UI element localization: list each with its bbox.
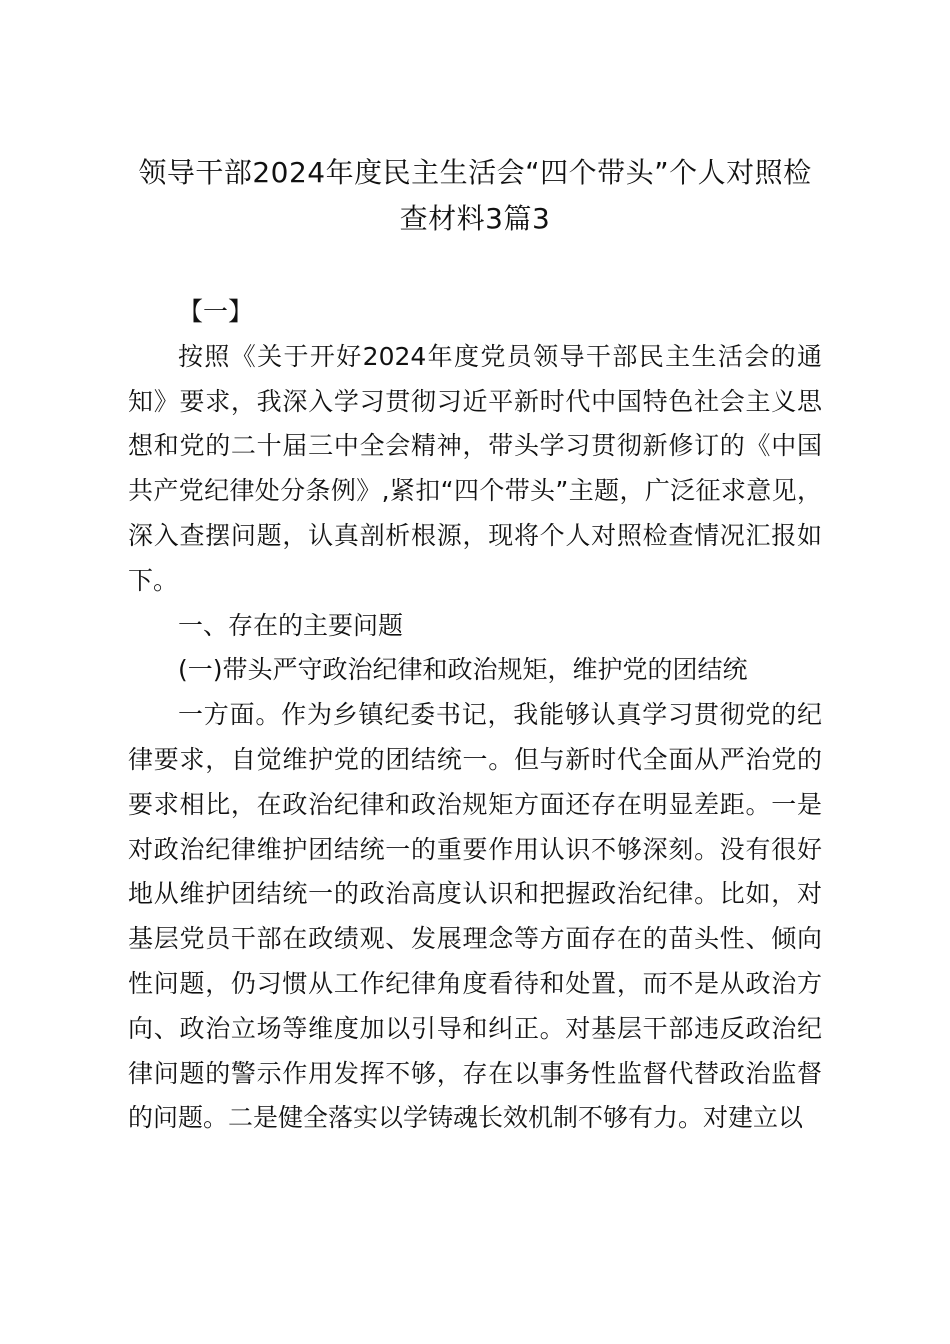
subsection-heading: (一)带头严守政治纪律和政治规矩，维护党的团结统 xyxy=(178,655,748,685)
section-marker: 【一】 xyxy=(178,297,254,326)
section-heading: 一、存在的主要问题 xyxy=(178,610,404,640)
body-paragraph: 一方面。作为乡镇纪委书记，我能够认真学习贯彻党的纪律要求，自觉维护党的团结统一。但与新时代全面从严治党的要求相比，在政治纪律和政治规矩方面还存在明显差距。一是对政治纪律维护团结统一的重要作用认识不够深刻。没有很好地从维护团结统一的政治高度认识和把握政治纪律。比如，对基层党员干部在政绩观、发展理念等方面存在的苗头性、倾向性问题，仍习惯从工作纪律角度看待和处置，而不是从政治方向、政治立场等维度加以引导和纠正。对基层干部违反政治纪律问题的警示作用发挥不够，存在以事务性监督代替政治监督的问题。二是健全落实以学铸魂长效机制不够有力。对建立以 xyxy=(128,700,822,1133)
document-title: 领导干部2024年度民主生活会“四个带头”个人对照检查材料3篇3 xyxy=(138,156,812,235)
document-body xyxy=(128,290,822,1141)
intro-paragraph: 按照《关于开好2024年度党员领导干部民主生活会的通知》要求，我深入学习贯彻习近平新时代中国特色社会主义思想和党的二十届三中全会精神，带头学习贯彻新修订的《中国共产党纪律处分条例》,紧扣“四个带头”主题，广泛征求意见，深入查摆问题，认真剖析根源，现将个人对照检查情况汇报如下。 xyxy=(128,341,822,595)
